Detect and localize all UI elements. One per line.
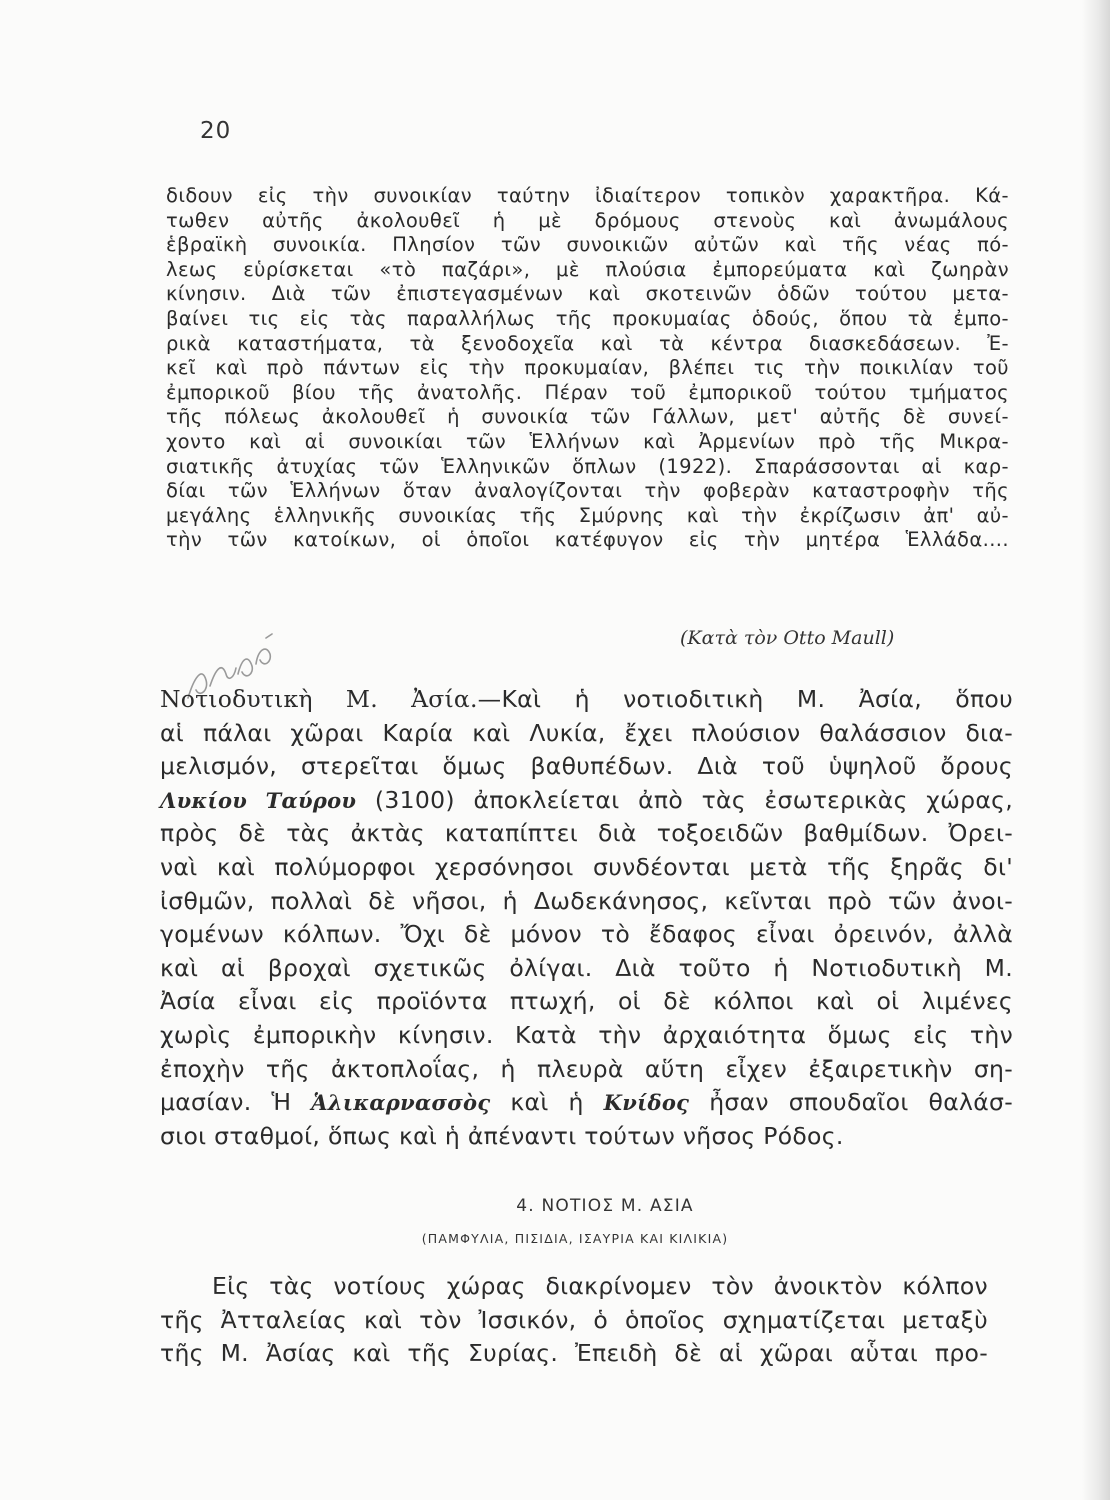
text-line: γομένων κόλπων. Ὄχι δὲ μόνον τὸ ἔδαφος εἶναι ὀρεινόν, ἀλλὰ xyxy=(160,920,1013,949)
source-attribution: (Κατὰ τὸν Otto Maull) xyxy=(680,627,895,649)
text-line: κίνησιν. Διὰ τῶν ἐπιστεγασμένων καὶ σκοτεινῶν ὁδῶν τούτου μετα- xyxy=(166,282,1009,306)
text-line: πρὸς δὲ τὰς ἀκτὰς καταπίπτει διὰ τοξοειδῶν βαθμίδων. Ὀρει- xyxy=(160,819,1013,848)
text-line: σιοι σταθμοί, ὅπως καὶ ἡ ἀπέναντι τούτων νῆσος Ρόδος. xyxy=(160,1121,844,1150)
intro-paragraph xyxy=(166,184,1009,553)
text-line: ρικὰ καταστήματα, τὰ ξενοδοχεῖα καὶ τὰ κέντρα διασκεδάσεων. Ἐ- xyxy=(166,331,1009,355)
text-line: σιατικῆς ἀτυχίας τῶν Ἑλληνικῶν ὅπλων (1922). Σπαράσσονται αἱ καρ- xyxy=(166,454,1009,478)
text-line: καὶ αἱ βροχαὶ σχετικῶς ὀλίγαι. Διὰ τοῦτο ἡ Νοτιοδυτικὴ Μ. xyxy=(160,953,1013,982)
south-asia-minor-section xyxy=(160,1270,988,1371)
text-line: δίαι τῶν Ἑλλήνων ὅταν ἀναλογίζονται τὴν φοβερὰν καταστροφὴν τῆς xyxy=(166,479,1009,503)
text-line: Ἀσία εἶναι εἰς προϊόντα πτωχή, οἱ δὲ κόλποι καὶ οἱ λιμένες xyxy=(160,987,1013,1016)
text-line: τῆς πόλεως ἀκολουθεῖ ἡ συνοικία τῶν Γάλλων, μετ' αὐτῆς δὲ συνεί- xyxy=(166,405,1009,429)
text-line: τὴν τῶν κατοίκων, οἱ ὁποῖοι κατέφυγον εἰς τὴν μητέρα Ἑλλάδα.... xyxy=(166,528,1009,552)
chapter-subtitle-text: (ΠΑΜΦΥΛΙΑ, ΠΙΣΙΔΙΑ, ΙΣΑΥΡΙΑ ΚΑΙ ΚΙΛΙΚΙΑ) xyxy=(421,1231,729,1246)
chapter-title xyxy=(0,1196,1110,1216)
text-line: τωθεν αὐτῆς ἀκολουθεῖ ἡ μὲ δρόμους στενοὺς καὶ ἀνωμάλους xyxy=(166,208,1009,232)
text-line xyxy=(160,683,1013,717)
chapter-title-text: 4. ΝΟΤΙΟΣ Μ. ΑΣΙΑ xyxy=(516,1196,694,1216)
text-line: κεῖ καὶ πρὸ πάντων εἰς τὴν προκυμαίαν, βλέπει τις τὴν ποικιλίαν τοῦ xyxy=(166,356,1009,380)
scan-edge-shadow xyxy=(1082,0,1110,1500)
emphasized-term: Ἁλικαρνασσὸς xyxy=(311,1090,491,1116)
text-line: χοντο καὶ αἱ συνοικίαι τῶν Ἑλλήνων καὶ Ἀρμενίων πρὸ τῆς Μικρα- xyxy=(166,429,1009,453)
text-line: Εἰς τὰς νοτίους χώρας διακρίνομεν τὸν ἀνοικτὸν κόλπον xyxy=(212,1272,988,1300)
text-line: τῆς Ἀτταλείας καὶ τὸν Ἰσσικόν, ὁ ὁποῖος σχηματίζεται μεταξὺ xyxy=(160,1305,988,1334)
text-fragment: μασίαν. Ἡ xyxy=(160,1088,312,1117)
text-fragment: —Καὶ ἡ νοτιοδιτικὴ Μ. Ἀσία, ὅπου xyxy=(477,685,1013,713)
text-line: ναὶ καὶ πολύμορφοι χερσόνησοι συνδέονται μετὰ τῆς ξηρᾶς δι' xyxy=(160,852,1013,881)
section-heading: Νοτιοδυτικὴ Μ. Ἀσία. xyxy=(160,685,478,713)
text-line: μελισμόν, στερεῖται ὅμως βαθυπέδων. Διὰ τοῦ ὑψηλοῦ ὄρους xyxy=(160,752,1013,781)
text-fragment: καὶ ἡ xyxy=(490,1088,604,1117)
text-line: μεγάλης ἑλληνικῆς συνοικίας τῆς Σμύρνης καὶ τὴν ἐκρίζωσιν ἀπ' αὐ- xyxy=(166,503,1009,527)
emphasized-term: Κνίδος xyxy=(603,1090,690,1116)
text-line: διδουν εἰς τὴν συνοικίαν ταύτην ἰδιαίτερον τοπικὸν χαρακτῆρα. Κά- xyxy=(166,184,1009,207)
text-line: βαίνει τις εἰς τὰς παραλλήλως τῆς προκυμαίας ὁδούς, ὅπου τὰ ἐμπο- xyxy=(166,306,1009,330)
southwest-asia-minor-section xyxy=(160,683,1013,1153)
text-line: ἑβραϊκὴ συνοικία. Πλησίον τῶν συνοικιῶν αὐτῶν καὶ τῆς νέας πό- xyxy=(166,233,1009,257)
text-line: ἰσθμῶν, πολλαὶ δὲ νῆσοι, ἡ Δωδεκάνησος, κεῖνται πρὸ τῶν ἀνοι- xyxy=(160,886,1013,915)
page-number: 20 xyxy=(200,118,232,144)
text-line: ἐποχὴν τῆς ἀκτοπλοΐας, ἡ πλευρὰ αὕτη εἶχεν ἐξαιρετικὴν ση- xyxy=(160,1054,1013,1083)
chapter-subtitle xyxy=(0,1231,1110,1246)
text-line: ἐμπορικοῦ βίου τῆς ἀνατολῆς. Πέραν τοῦ ἐμπορικοῦ τούτου τμήματος xyxy=(166,380,1009,404)
text-fragment: (3100) ἀποκλείεται ἀπὸ τὰς ἐσωτερικὰς χώρας, xyxy=(356,785,1013,814)
text-line xyxy=(160,1086,1013,1120)
text-line xyxy=(160,784,1013,818)
text-line: χωρὶς ἐμπορικὴν κίνησιν. Κατὰ τὴν ἀρχαιότητα ὅμως εἰς τὴν xyxy=(160,1020,1013,1049)
text-fragment: ἦσαν σπουδαῖοι θαλάσ- xyxy=(689,1088,1013,1117)
text-line: τῆς Μ. Ἀσίας καὶ τῆς Συρίας. Ἐπειδὴ δὲ αἱ χῶραι αὗται προ- xyxy=(160,1339,988,1368)
emphasized-term: Λυκίου Ταύρου xyxy=(160,787,357,813)
text-line: αἱ πάλαι χῶραι Καρία καὶ Λυκία, ἔχει πλούσιον θαλάσσιον δια- xyxy=(160,718,1013,747)
text-line: λεως εὑρίσκεται «τὸ παζάρι», μὲ πλούσια ἐμπορεύματα καὶ ζωηρὰν xyxy=(166,257,1009,281)
